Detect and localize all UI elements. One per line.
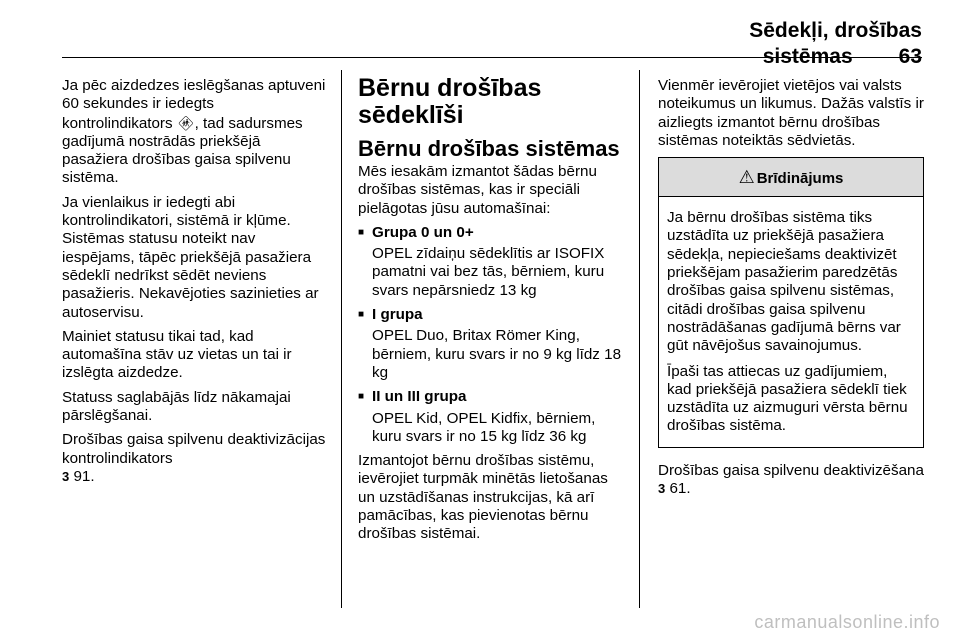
page-reference-link[interactable]: 91. (73, 467, 95, 485)
page-header (612, 18, 922, 70)
column-divider-2 (639, 70, 640, 608)
header-rule (62, 57, 922, 58)
warning-icon: ⚠ (738, 167, 755, 188)
seat-occupancy-icon: 🚸︎ (176, 114, 195, 131)
paragraph-fault: Ja vienlaikus ir iedegti abi kontrolindikatori, sistēmā ir kļūme. Sistēmas statusu noteikt nav iespējams, tāpēc priekšējā pasažiera sēdeklī nedrīkst sēdēt neviens pasažieris. Nekavējoties sazinieties ar autoservisu. (62, 193, 319, 321)
column-3 (658, 77, 924, 504)
warning-body (659, 197, 923, 447)
column-2 (358, 74, 624, 550)
group-label: ■ Grupa 0 un 0+ (358, 224, 624, 242)
column-1 (62, 77, 328, 492)
group-label: ■ II un III grupa (358, 388, 624, 406)
page-reference-link[interactable]: 61. (669, 480, 691, 498)
column-divider-1 (341, 70, 342, 608)
page-number: 63 (898, 45, 922, 68)
warning-box (658, 157, 924, 448)
section-heading: Bērnu drošības sēdeklīši (358, 74, 542, 129)
reference-arrow-icon: 3 (62, 468, 70, 484)
subsection-heading: Bērnu drošības sistēmas (358, 136, 620, 161)
paragraph-indicator-ref: Drošības gaisa spilvenu deaktivizācijas kontrolindikators 3 91. (62, 431, 326, 485)
paragraph-local-rules: Vienmēr ievērojiet vietējos vai valsts noteikumus un likumus. Dažās valstīs ir aizliegts izmantot bērnu drošības sistēmas noteiktās sēdvietās. (658, 77, 924, 149)
outro-paragraph: Izmantojot bērnu drošības sistēmu, ievērojiet turpmāk minētās lietošanas un uzstādīšanas instrukcijas, kā arī pamācības, kas pievienotas bērnu drošības sistēmai. (358, 452, 608, 543)
group-description: OPEL Kid, OPEL Kidfix, bērniem, kuru svars ir no 15 kg līdz 36 kg (372, 409, 596, 445)
warning-header (659, 158, 923, 197)
paragraph-indicator-on: Ja pēc aizdedzes ieslēgšanas aptuveni 60 sekundes ir iedegts kontrolindikators 🚸︎, tad sadursmes gadījumā nostrādās priekšējā pasažiera drošības gaisa spilvenu sistēma. (62, 77, 326, 187)
warning-title: Brīdinājums (756, 170, 844, 188)
warning-paragraph: Ja bērnu drošības sistēma tiks uzstādīta uz priekšējā pasažiera sēdekļa, nepieciešams deaktivizēt priekšējam pasažierim paredzētās drošības gaisa spilvenu sistēmas, citādi drošības gaisa spilvenu nostrādāšanas gadījumā bērns var gūt nāvējošus savainojumus. (667, 209, 901, 355)
paragraph-deactivation-ref: Drošības gaisa spilvenu deaktivizēšana 3 61. (658, 461, 924, 498)
warning-paragraph: Īpaši tas attiecas uz gadījumiem, kad priekšējā pasažiera sēdeklī tiek uzstādīta uz aizmuguri vērsta bērnu drošības sistēma. (667, 362, 908, 435)
reference-arrow-icon: 3 (658, 481, 666, 497)
group-description: OPEL zīdaiņu sēdeklītis ar ISOFIX pamatni vai bez tās, bērniem, kuru svars nepārsniedz 13 kg (372, 245, 605, 299)
chapter-title: Sēdekļi, drošības sistēmas (749, 19, 922, 68)
paragraph-status-saved: Statuss saglabājās līdz nākamajai pārslēgšanai. (62, 388, 291, 425)
group-description: OPEL Duo, Britax Römer King, bērniem, kuru svars ir no 9 kg līdz 18 kg (372, 327, 622, 381)
paragraph-change-status: Mainiet statusu tikai tad, kad automašīna stāv uz vietas un tai ir izslēgta aizdedze. (62, 327, 292, 382)
intro-paragraph: Mēs iesakām izmantot šādas bērnu drošības sistēmas, kas ir speciāli pielāgotas jūsu automašīnai: (358, 163, 597, 217)
watermark-text: carmanualsonline.info (754, 612, 940, 632)
group-label: ■ I grupa (358, 306, 624, 324)
